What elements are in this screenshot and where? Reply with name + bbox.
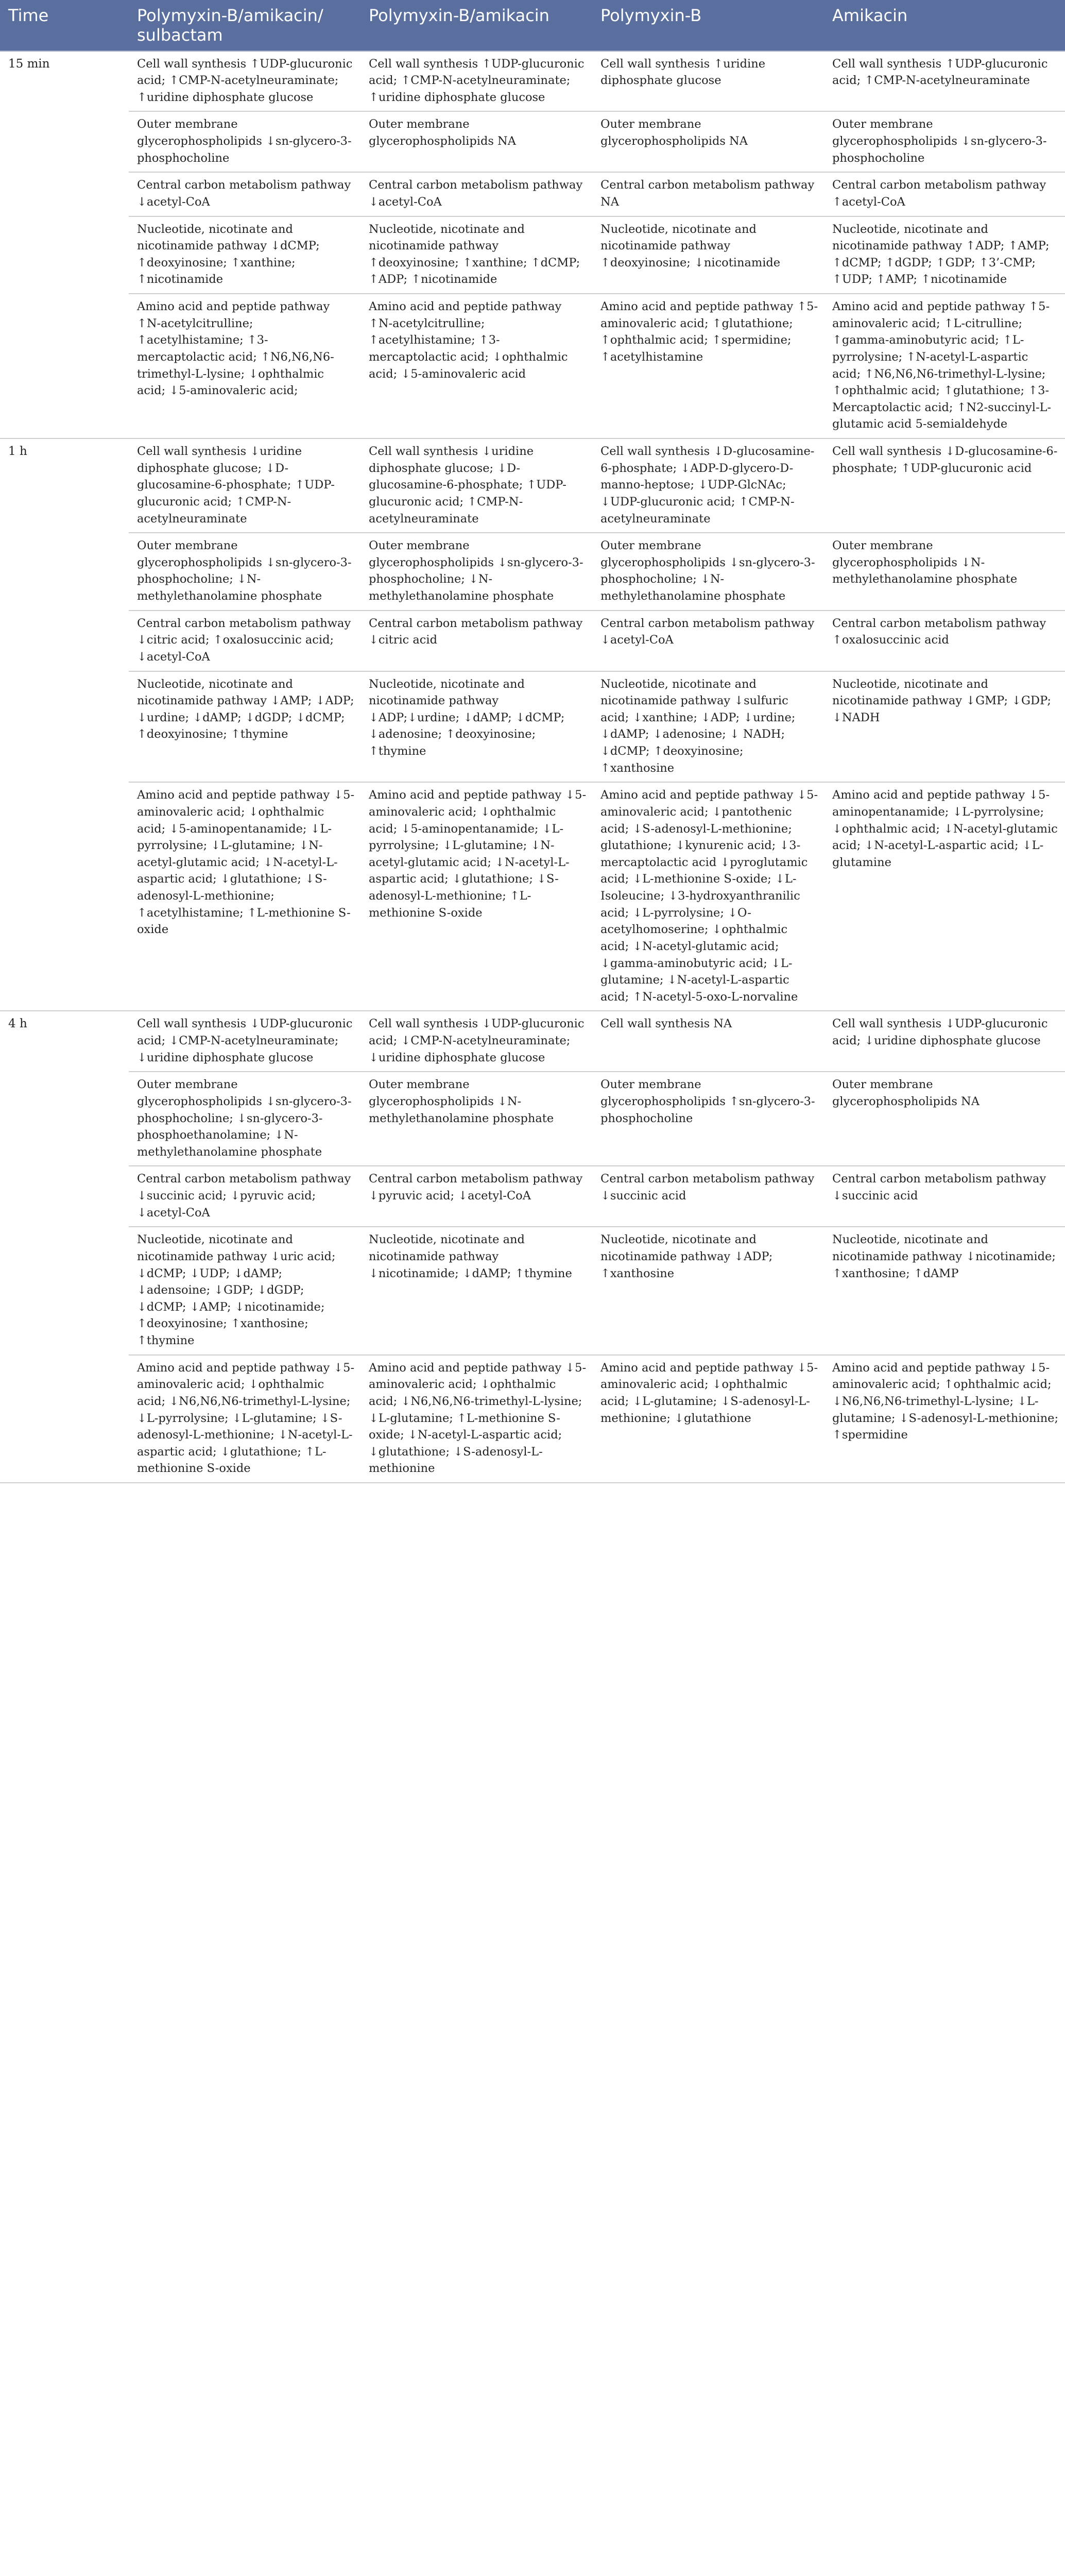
cell-polymyxin-b: Outer membrane glycerophospholipids ↓sn-glycero-3-phosphocholine; ↓N-methylethanolamine phosphate <box>592 533 824 611</box>
header-polymyxin-b-amikacin: Polymyxin-B/amikacin <box>360 0 592 51</box>
time-cell <box>0 111 129 172</box>
table-body <box>0 51 1065 1483</box>
cell-polymyxin-b-amikacin-sulbactam: Cell wall synthesis ↓UDP-glucuronic acid; ↓CMP-N-acetylneuraminate; ↓uridine diphosphate glucose <box>129 1011 360 1072</box>
table-header <box>0 0 1065 51</box>
cell-amikacin: Cell wall synthesis ↓UDP-glucuronic acid; ↓uridine diphosphate glucose <box>824 1011 1065 1072</box>
cell-polymyxin-b-amikacin-sulbactam: Nucleotide, nicotinate and nicotinamide pathway ↓uric acid; ↓dCMP; ↓UDP; ↓dAMP; ↓adensoine; ↓GDP; ↓dGDP; ↓dCMP; ↓AMP; ↓nicotinamide; ↑deoxyinosine; ↑xanthosine; ↑thymine <box>129 1227 360 1354</box>
cell-polymyxin-b-amikacin: Cell wall synthesis ↑UDP-glucuronic acid; ↑CMP-N-acetylneuraminate; ↑uridine diphosphate glucose <box>360 51 592 112</box>
cell-polymyxin-b: Central carbon metabolism pathway ↓acetyl-CoA <box>592 611 824 671</box>
time-cell <box>0 1227 129 1354</box>
cell-polymyxin-b-amikacin-sulbactam: Amino acid and peptide pathway ↑N-acetylcitrulline; ↑acetylhistamine; ↑3-mercaptolactic acid; ↑N6,N6,N6-trimethyl-L-lysine; ↓ophthalmic acid; ↓5-aminovaleric acid; <box>129 294 360 438</box>
cell-amikacin: Outer membrane glycerophospholipids ↓N-methylethanolamine phosphate <box>824 533 1065 611</box>
header-polymyxin-b: Polymyxin-B <box>592 0 824 51</box>
header-row <box>0 0 1065 51</box>
table-row <box>0 1011 1065 1072</box>
cell-polymyxin-b: Amino acid and peptide pathway ↓5-aminovaleric acid; ↓pantothenic acid; ↓S-adenosyl-L-methionine; glutathione; ↓kynurenic acid; ↓3-mercaptolactic acid ↓pyroglutamic acid; ↓L-methionine S-oxide; ↓L-Isoleucine; ↓3-hydroxyanthranilic acid; ↓L-pyrrolysine; ↓O-acetylhomoserine; ↓ophthalmic acid; ↓N-acetyl-glutamic acid; ↓gamma-aminobutyric acid; ↓L-glutamine; ↓N-acetyl-L-aspartic acid; ↑N-acetyl-5-oxo-L-norvaline <box>592 782 824 1011</box>
cell-polymyxin-b-amikacin: Amino acid and peptide pathway ↑N-acetylcitrulline; ↑acetylhistamine; ↑3-mercaptolactic acid; ↓ophthalmic acid; ↓5-aminovaleric acid <box>360 294 592 438</box>
cell-amikacin: Outer membrane glycerophospholipids ↓sn-glycero-3-phosphocholine <box>824 111 1065 172</box>
time-cell: 1 h <box>8 445 27 458</box>
cell-polymyxin-b-amikacin: Amino acid and peptide pathway ↓5-aminovaleric acid; ↓ophthalmic acid; ↓5-aminopentanamide; ↓L-pyrrolysine; ↓L-glutamine; ↓N-acetyl-glutamic acid; ↓N-acetyl-L-aspartic acid; ↓glutathione; ↓S-adenosyl-L-methionine; ↑L-methionine S-oxide <box>360 782 592 1011</box>
cell-polymyxin-b-amikacin: Central carbon metabolism pathway ↓acetyl-CoA <box>360 172 592 216</box>
table-row <box>0 782 1065 1011</box>
cell-polymyxin-b-amikacin: Central carbon metabolism pathway ↓citric acid <box>360 611 592 671</box>
cell-polymyxin-b-amikacin-sulbactam: Outer membrane glycerophospholipids ↓sn-glycero-3-phosphocholine <box>129 111 360 172</box>
header-polymyxin-b-amikacin-sulbactam: Polymyxin-B/amikacin/ sulbactam <box>129 0 360 51</box>
time-cell <box>0 216 129 294</box>
cell-polymyxin-b-amikacin-sulbactam: Cell wall synthesis ↑UDP-glucuronic acid; ↑CMP-N-acetylneuraminate; ↑uridine diphosphate glucose <box>129 51 360 112</box>
table-row <box>0 216 1065 294</box>
cell-polymyxin-b: Nucleotide, nicotinate and nicotinamide pathway ↓ADP; ↑xanthosine <box>592 1227 824 1354</box>
table-row <box>0 611 1065 671</box>
cell-polymyxin-b-amikacin: Amino acid and peptide pathway ↓5-aminovaleric acid; ↓ophthalmic acid; ↓N6,N6,N6-trimethyl-L-lysine; ↓L-glutamine; ↑L-methionine S-oxide; ↓N-acetyl-L-aspartic acid; ↓glutathione; ↓S-adenosyl-L-methionine <box>360 1355 592 1483</box>
cell-polymyxin-b: Cell wall synthesis ↓D-glucosamine-6-phosphate; ↓ADP-D-glycero-D-manno-heptose; ↓UDP-GlcNAc; ↓UDP-glucuronic acid; ↑CMP-N-acetylneuraminate <box>592 438 824 533</box>
time-cell <box>0 294 129 438</box>
cell-amikacin: Nucleotide, nicotinate and nicotinamide pathway ↓nicotinamide; ↑xanthosine; ↑dAMP <box>824 1227 1065 1354</box>
cell-polymyxin-b-amikacin-sulbactam: Central carbon metabolism pathway ↓succinic acid; ↓pyruvic acid; ↓acetyl-CoA <box>129 1166 360 1227</box>
cell-polymyxin-b: Nucleotide, nicotinate and nicotinamide pathway ↓sulfuric acid; ↓xanthine; ↓ADP; ↓urdine; ↓dAMP; ↓adenosine; ↓ NADH; ↓dCMP; ↑deoxyinosine; ↑xanthosine <box>592 671 824 783</box>
cell-polymyxin-b: Central carbon metabolism pathway NA <box>592 172 824 216</box>
cell-polymyxin-b-amikacin: Outer membrane glycerophospholipids NA <box>360 111 592 172</box>
cell-polymyxin-b-amikacin: Nucleotide, nicotinate and nicotinamide pathway ↓nicotinamide; ↓dAMP; ↑thymine <box>360 1227 592 1354</box>
time-cell <box>0 611 129 671</box>
cell-polymyxin-b-amikacin-sulbactam: Cell wall synthesis ↓uridine diphosphate glucose; ↓D-glucosamine-6-phosphate; ↑UDP-glucuronic acid; ↑CMP-N-acetylneuraminate <box>129 438 360 533</box>
time-cell <box>0 533 129 611</box>
table-row <box>0 51 1065 112</box>
cell-polymyxin-b-amikacin: Cell wall synthesis ↓uridine diphosphate glucose; ↓D-glucosamine-6-phosphate; ↑UDP-glucuronic acid; ↑CMP-N-acetylneuraminate <box>360 438 592 533</box>
time-cell <box>0 1072 129 1166</box>
cell-polymyxin-b-amikacin: Central carbon metabolism pathway ↓pyruvic acid; ↓acetyl-CoA <box>360 1166 592 1227</box>
cell-amikacin: Amino acid and peptide pathway ↑5-aminovaleric acid; ↑L-citrulline; ↑gamma-aminobutyric acid; ↑L-pyrrolysine; ↑N-acetyl-L-aspartic acid; ↑N6,N6,N6-trimethyl-L-lysine; ↑ophthalmic acid; ↑glutathione; ↑3-Mercaptolactic acid; ↑N2-succinyl-L-glutamic acid 5-semialdehyde <box>824 294 1065 438</box>
cell-polymyxin-b: Outer membrane glycerophospholipids NA <box>592 111 824 172</box>
cell-polymyxin-b-amikacin: Cell wall synthesis ↓UDP-glucuronic acid; ↓CMP-N-acetylneuraminate; ↓uridine diphosphate glucose <box>360 1011 592 1072</box>
cell-amikacin: Central carbon metabolism pathway ↑oxalosuccinic acid <box>824 611 1065 671</box>
cell-polymyxin-b-amikacin: Nucleotide, nicotinate and nicotinamide pathway ↑deoxyinosine; ↑xanthine; ↑dCMP; ↑ADP; ↑nicotinamide <box>360 216 592 294</box>
time-cell: 4 h <box>8 1017 27 1031</box>
cell-polymyxin-b: Nucleotide, nicotinate and nicotinamide pathway ↑deoxyinosine; ↓nicotinamide <box>592 216 824 294</box>
time-cell <box>0 172 129 216</box>
cell-polymyxin-b-amikacin-sulbactam: Central carbon metabolism pathway ↓acetyl-CoA <box>129 172 360 216</box>
cell-amikacin: Amino acid and peptide pathway ↓5-aminopentanamide; ↓L-pyrrolysine; ↓ophthalmic acid; ↓N-acetyl-glutamic acid; ↓N-acetyl-L-aspartic acid; ↓L-glutamine <box>824 782 1065 1011</box>
cell-amikacin: Central carbon metabolism pathway ↑acetyl-CoA <box>824 172 1065 216</box>
cell-amikacin: Central carbon metabolism pathway ↓succinic acid <box>824 1166 1065 1227</box>
cell-amikacin: Cell wall synthesis ↓D-glucosamine-6-phosphate; ↑UDP-glucuronic acid <box>824 438 1065 533</box>
time-cell <box>0 782 129 1011</box>
cell-amikacin: Nucleotide, nicotinate and nicotinamide pathway ↓GMP; ↓GDP; ↓NADH <box>824 671 1065 783</box>
cell-polymyxin-b-amikacin: Nucleotide, nicotinate and nicotinamide pathway ↓ADP;↓urdine; ↓dAMP; ↓dCMP; ↓adenosine; ↑deoxyinosine; ↑thymine <box>360 671 592 783</box>
table-row <box>0 1166 1065 1227</box>
table-row <box>0 111 1065 172</box>
cell-polymyxin-b: Amino acid and peptide pathway ↑5-aminovaleric acid; ↑glutathione; ↑ophthalmic acid; ↑spermidine; ↑acetylhistamine <box>592 294 824 438</box>
time-cell <box>0 671 129 783</box>
cell-polymyxin-b-amikacin-sulbactam: Amino acid and peptide pathway ↓5-aminovaleric acid; ↓ophthalmic acid; ↓N6,N6,N6-trimethyl-L-lysine; ↓L-pyrrolysine; ↓L-glutamine; ↓S-adenosyl-L-methionine; ↓N-acetyl-L-aspartic acid; ↓glutathione; ↑L-methionine S-oxide <box>129 1355 360 1483</box>
cell-polymyxin-b-amikacin-sulbactam: Central carbon metabolism pathway ↓citric acid; ↑oxalosuccinic acid; ↓acetyl-CoA <box>129 611 360 671</box>
cell-amikacin: Amino acid and peptide pathway ↓5-aminovaleric acid; ↑ophthalmic acid; ↓N6,N6,N6-trimethyl-L-lysine; ↓L-glutamine; ↓S-adenosyl-L-methionine; ↑spermidine <box>824 1355 1065 1483</box>
cell-polymyxin-b-amikacin-sulbactam: Outer membrane glycerophospholipids ↓sn-glycero-3-phosphocholine; ↓sn-glycero-3-phosphoethanolamine; ↓N-methylethanolamine phosphate <box>129 1072 360 1166</box>
time-cell <box>0 1355 129 1483</box>
cell-polymyxin-b-amikacin-sulbactam: Nucleotide, nicotinate and nicotinamide pathway ↓AMP; ↓ADP; ↓urdine; ↓dAMP; ↓dGDP; ↓dCMP; ↑deoxyinosine; ↑thymine <box>129 671 360 783</box>
cell-polymyxin-b: Amino acid and peptide pathway ↓5-aminovaleric acid; ↓ophthalmic acid; ↓L-glutamine; ↓S-adenosyl-L-methionine; ↓glutathione <box>592 1355 824 1483</box>
cell-polymyxin-b-amikacin-sulbactam: Amino acid and peptide pathway ↓5-aminovaleric acid; ↓ophthalmic acid; ↓5-aminopentanamide; ↓L-pyrrolysine; ↓L-glutamine; ↓N-acetyl-glutamic acid; ↓N-acetyl-L-aspartic acid; ↓glutathione; ↓S-adenosyl-L-methionine; ↑acetylhistamine; ↑L-methionine S-oxide <box>129 782 360 1011</box>
table-row <box>0 1227 1065 1354</box>
table-row <box>0 438 1065 533</box>
cell-polymyxin-b: Central carbon metabolism pathway ↓succinic acid <box>592 1166 824 1227</box>
table-row <box>0 294 1065 438</box>
cell-polymyxin-b-amikacin: Outer membrane glycerophospholipids ↓sn-glycero-3-phosphocholine; ↓N-methylethanolamine phosphate <box>360 533 592 611</box>
cell-polymyxin-b: Cell wall synthesis NA <box>592 1011 824 1072</box>
cell-polymyxin-b-amikacin: Outer membrane glycerophospholipids ↓N-methylethanolamine phosphate <box>360 1072 592 1166</box>
table-row <box>0 533 1065 611</box>
cell-polymyxin-b: Cell wall synthesis ↑uridine diphosphate glucose <box>592 51 824 112</box>
header-amikacin: Amikacin <box>824 0 1065 51</box>
table-row <box>0 1355 1065 1483</box>
time-cell: 15 min <box>8 57 50 71</box>
table-row <box>0 671 1065 783</box>
cell-polymyxin-b-amikacin-sulbactam: Nucleotide, nicotinate and nicotinamide pathway ↓dCMP; ↑deoxyinosine; ↑xanthine; ↑nicotinamide <box>129 216 360 294</box>
table-row <box>0 172 1065 216</box>
cell-polymyxin-b-amikacin-sulbactam: Outer membrane glycerophospholipids ↓sn-glycero-3-phosphocholine; ↓N-methylethanolamine phosphate <box>129 533 360 611</box>
cell-amikacin: Outer membrane glycerophospholipids NA <box>824 1072 1065 1166</box>
header-time: Time <box>0 0 129 51</box>
table-row <box>0 1072 1065 1166</box>
cell-polymyxin-b: Outer membrane glycerophospholipids ↑sn-glycero-3-phosphocholine <box>592 1072 824 1166</box>
cell-amikacin: Nucleotide, nicotinate and nicotinamide pathway ↑ADP; ↑AMP; ↑dCMP; ↑dGDP; ↑GDP; ↑3’-CMP; ↑UDP; ↑AMP; ↑nicotinamide <box>824 216 1065 294</box>
cell-amikacin: Cell wall synthesis ↑UDP-glucuronic acid; ↑CMP-N-acetylneuraminate <box>824 51 1065 112</box>
time-cell <box>0 1166 129 1227</box>
